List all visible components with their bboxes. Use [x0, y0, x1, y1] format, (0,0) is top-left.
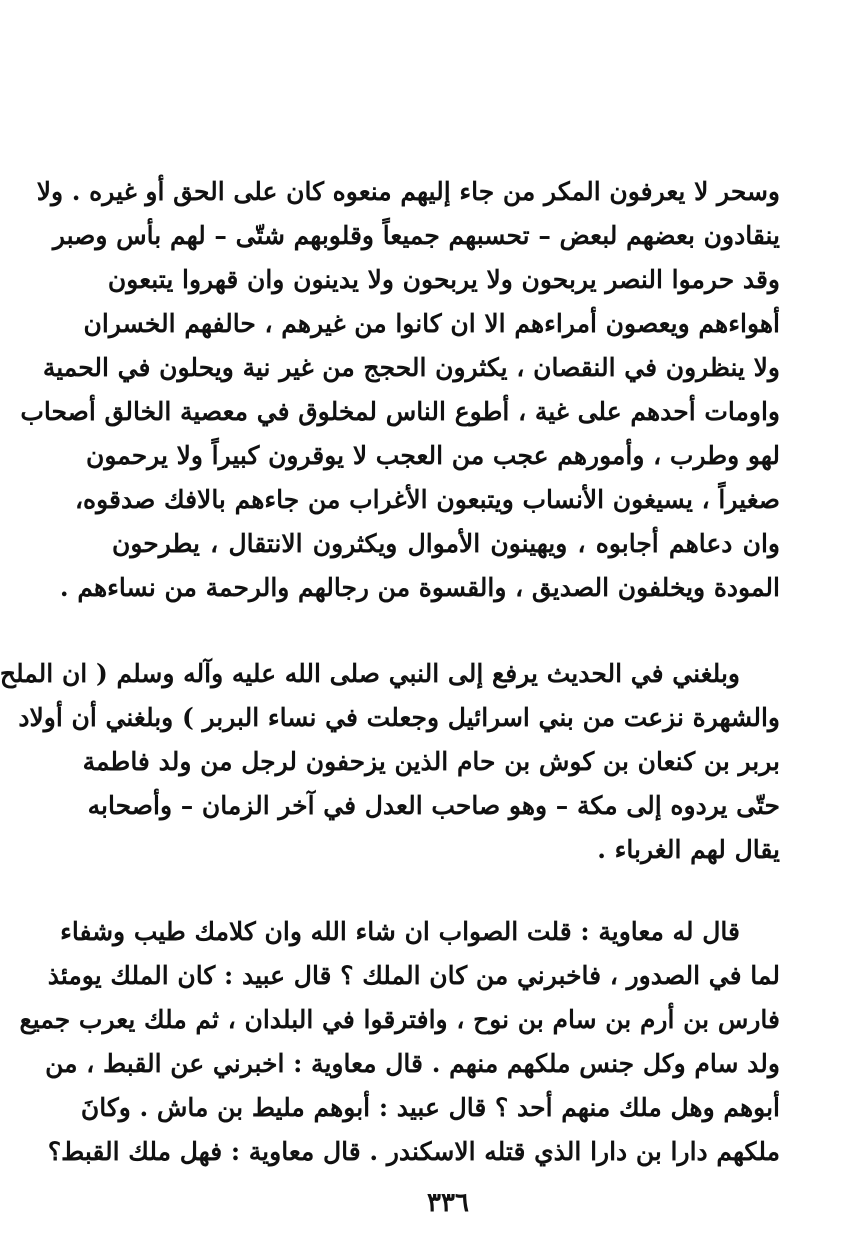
text-line: لهو وطرب ، وأمورهم عجب من العجب لا يوقرون كبيراً ولا يرحمون [85, 441, 780, 470]
text-line: حتّى يردوه إلى مكة – وهو صاحب العدل في آخر الزمان – وأصحابه [87, 791, 780, 820]
paragraph-2 [0, 652, 780, 872]
text-line: وبلغني في الحديث يرفع إلى النبي صلى الله عليه وآله وسلم ( ان الملح [0, 659, 740, 688]
text-line: صغيراً ، يسيغون الأنساب ويتبعون الأغراب من جاءهم بالافك صدقوه، [74, 485, 780, 514]
text-line: واومات أحدهم على غية ، أطوع الناس لمخلوق في معصية الخالق أصحاب [20, 397, 780, 426]
text-line: أهواءهم ويعصون أمراءهم الا ان كانوا من غيرهم ، حالفهم الخسران [83, 309, 780, 338]
text-line: وسحر لا يعرفون المكر من جاء إليهم منعوه كان على الحق أو غيره . ولا [36, 177, 780, 206]
text-line: المودة ويخلفون الصديق ، والقسوة من رجالهم والرحمة من نساءهم . [59, 573, 780, 602]
text-line: ولد سام وكل جنس ملكهم منهم . قال معاوية : اخبرني عن القبط ، من [45, 1049, 780, 1078]
text-line: لما في الصدور ، فاخبرني من كان الملك ؟ قال عبيد : كان الملك يومئذ [47, 961, 780, 990]
text-line: ولا ينظرون في النقصان ، يكثرون الحجج من غير نية ويحلون في الحمية [42, 353, 780, 382]
text-line: يقال لهم الغرباء . [597, 835, 780, 864]
text-line: ينقادون بعضهم لبعض – تحسبهم جميعاً وقلوبهم شتّى – لهم بأس وصبر [52, 221, 780, 250]
text-line: وان دعاهم أجابوه ، ويهينون الأموال ويكثرون الانتقال ، يطرحون [112, 529, 780, 558]
text-line: والشهرة نزعت من بني اسرائيل وجعلت في نساء البربر ) وبلغني أن أولاد [18, 703, 780, 732]
text-line: أبوهم وهل ملك منهم أحد ؟ قال عبيد : أبوهم مليط بن ماش . وكانَ [80, 1093, 780, 1122]
paragraph-1 [20, 170, 780, 610]
text-line: فارس بن أرم بن سام بن نوح ، وافترقوا في البلدان ، ثم ملك يعرب جميع [19, 1005, 780, 1034]
page-number: ٣٣٦ [427, 1188, 469, 1218]
paragraph-3 [19, 910, 780, 1174]
text-line: بربر بن كنعان بن كوش بن حام الذين يزحفون لرجل من ولد فاطمة [82, 747, 780, 776]
text-line: قال له معاوية : قلت الصواب ان شاء الله وان كلامك طيب وشفاء [60, 917, 740, 946]
text-line: ملكهم دارا بن دارا الذي قتله الاسكندر . قال معاوية : فهل ملك القبط؟ [47, 1137, 780, 1166]
text-line: وقد حرموا النصر يربحون ولا يربحون ولا يدينون وان قهروا يتبعون [107, 265, 780, 294]
